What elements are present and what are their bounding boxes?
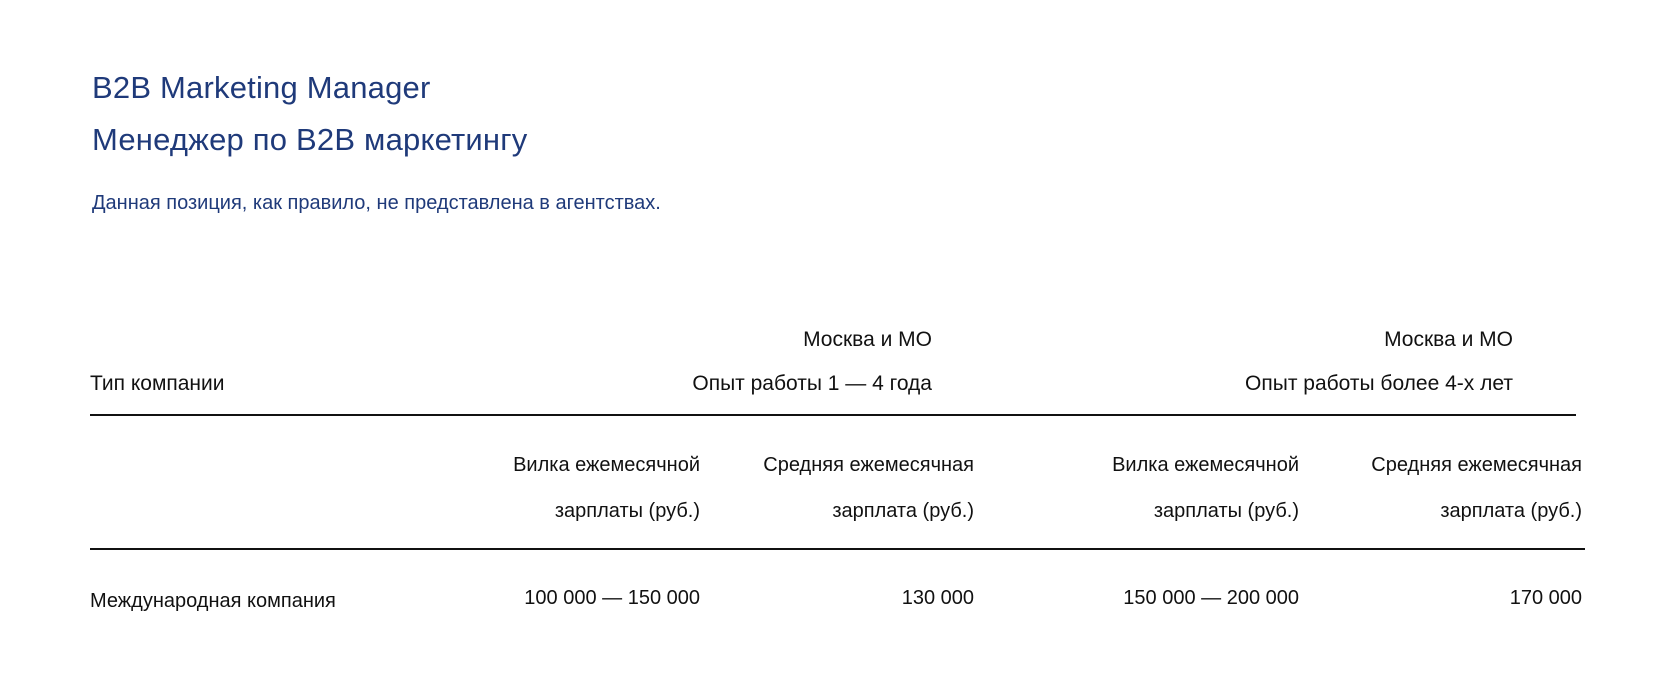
- g2-range-label-1: Вилка ежемесячной: [1112, 454, 1299, 476]
- position-note: Данная позиция, как правило, не представлена в агентствах.: [92, 192, 661, 214]
- header-divider: [90, 414, 1576, 416]
- g2-avg-label-2: зарплата (руб.): [1440, 500, 1582, 522]
- row-company-type: Международная компания: [90, 590, 336, 612]
- group1-region: Москва и МО: [803, 328, 932, 351]
- g2-avg-label-1: Средняя ежемесячная: [1371, 454, 1582, 476]
- g2-range-label-2: зарплаты (руб.): [1153, 500, 1299, 522]
- company-type-header: Тип компании: [90, 372, 225, 395]
- row-g2-range: 150 000 — 200 000: [1123, 587, 1299, 609]
- row-g1-avg: 130 000: [901, 587, 974, 609]
- g1-avg-label-2: зарплата (руб.): [832, 500, 974, 522]
- g1-range-label-1: Вилка ежемесячной: [513, 454, 700, 476]
- page-title-en: B2B Marketing Manager: [92, 70, 431, 105]
- row-g1-range: 100 000 — 150 000: [524, 587, 700, 609]
- g1-range-label-2: зарплаты (руб.): [554, 500, 700, 522]
- row-g2-avg: 170 000: [1509, 587, 1582, 609]
- g1-avg-label-1: Средняя ежемесячная: [763, 454, 974, 476]
- group1-experience: Опыт работы 1 — 4 года: [692, 372, 932, 395]
- subheader-divider: [90, 548, 1585, 550]
- group2-region: Москва и МО: [1384, 328, 1513, 351]
- group2-experience: Опыт работы более 4-х лет: [1245, 372, 1513, 395]
- page-title-ru: Менеджер по B2B маркетингу: [92, 122, 528, 157]
